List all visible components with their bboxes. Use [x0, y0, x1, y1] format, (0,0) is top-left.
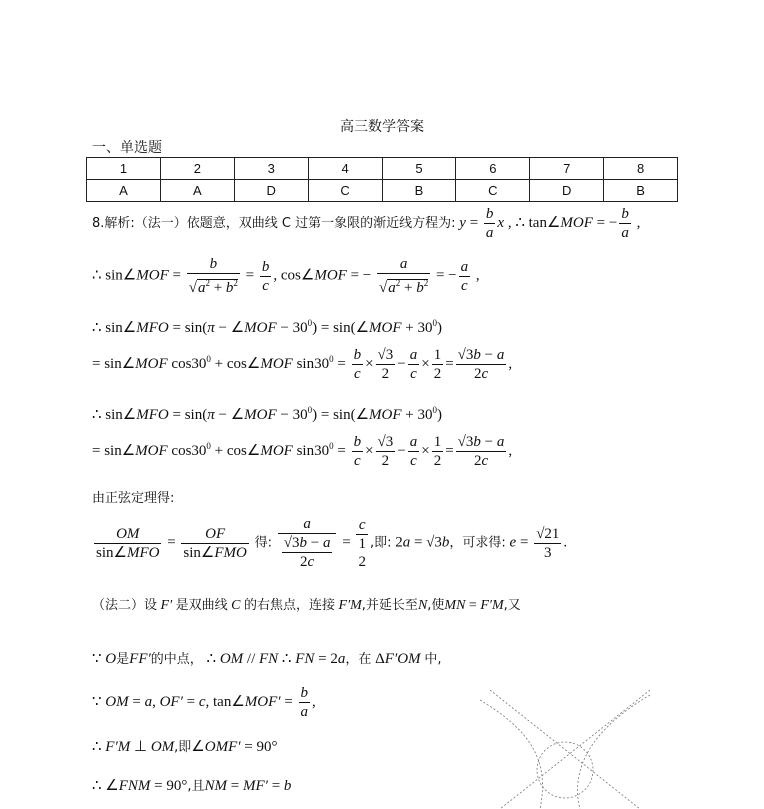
curve-right — [578, 695, 650, 809]
solution-line-7: $\frac{OM}{\text{sin∠MFO}}$ = $\frac{OF}{\text{sin∠FMO}}$ 得: $\frac{a}{\frac{√3b - a}{2c}}$ = c 1 2 ,即: 2a = √3b，可求得: e = $\frac{√21}{3}$ . — [96, 516, 568, 570]
table-cell: 6 — [456, 158, 530, 180]
solution-line-1: 8.解析:（法一）依题意，双曲线 C 过第一象限的渐近线方程为: y = $\frac{b}{a}$ x , ∴ tan∠MOF = − $\frac{b}{a}$ , — [92, 206, 641, 241]
m2f: ,又 — [503, 598, 521, 613]
solution-line-4: = sin∠MOF $\cos 30^0$ + cos∠MOF $\sin 30^0$ = $\frac{b}{c}$ × $\frac{√3}{2}$ − $\frac{a}{c}$ × $\frac{1}{2}$ = $\frac{√3b - a}{2c}$ , — [92, 347, 513, 382]
solution-line-3: ∴ sin∠MFO = sin(π − ∠MOF − $30^0$) = sin(∠MOF + $30^0$) — [92, 318, 442, 336]
hyperbola-sketch — [470, 690, 670, 809]
m2d: ,并延长至 — [361, 598, 418, 613]
table-cell: 3 — [234, 158, 308, 180]
ji2: ,即 — [174, 740, 192, 755]
m2e: ,使 — [427, 598, 445, 613]
table-cell: 8 — [604, 158, 678, 180]
zhong: 中, — [424, 652, 442, 667]
in-tri: ，在 — [345, 652, 372, 667]
solution-intro: 8.解析:（法一）依题意，双曲线 C 过第一象限的渐近线方程为: — [92, 215, 456, 231]
sine-rule-label: 由正弦定理得: — [92, 491, 175, 506]
table-cell: B — [382, 180, 456, 202]
table-cell: C — [308, 180, 382, 202]
m2c: 的右焦点，连接 — [244, 598, 336, 613]
text-de: 得: — [254, 535, 273, 551]
table-cell: C — [456, 180, 530, 202]
solution-line-9: ∵ OM = a, OF′ = c, tan∠MOF′ = $\frac{b}{a}$ , — [92, 685, 316, 720]
table-cell: A — [87, 180, 161, 202]
m2b: 是双曲线 — [175, 598, 228, 613]
mid-a: 是 — [116, 652, 130, 667]
table-cell: 4 — [308, 158, 382, 180]
text-ji: ,即: — [369, 535, 392, 551]
table-cell: D — [234, 180, 308, 202]
table-cell: D — [530, 180, 604, 202]
qie: ,且 — [187, 779, 205, 794]
solution-line-5: ∴ sin∠MFO = sin(π − ∠MOF − $30^0$) = sin(∠MOF + $30^0$) — [92, 405, 442, 423]
table-row-answers — [87, 180, 678, 202]
solution-line-10: ∴ F′M ⊥ OM,即∠OMF′ = 90° — [92, 739, 278, 755]
m2a: （法二）设 — [92, 598, 158, 613]
table-cell: 5 — [382, 158, 456, 180]
table-cell: 2 — [160, 158, 234, 180]
solution-line-2: ∴ sin∠MOF = $\frac{b}{√a^2 + b^2}$ = $\frac{b}{c}$ , cos∠MOF = − $\frac{a}{√a^2 + b^2}$ = − $\frac{a}{c}$ , — [92, 256, 480, 296]
mid-b: 的中点， — [150, 652, 203, 667]
page-title: 高三数学答案 — [340, 119, 424, 135]
table-cell: 1 — [87, 158, 161, 180]
solution-line-6: = sin∠MOF $\cos 30^0$ + cos∠MOF $\sin 30^0$ = $\frac{b}{c}$ × $\frac{√3}{2}$ − $\frac{a}{c}$ × $\frac{1}{2}$ = $\frac{√3b - a}{2c}$ , — [92, 434, 513, 469]
asymptote-2 — [500, 690, 650, 809]
solution-line-11: ∴ ∠FNM = 90°,且NM = MF′ = b — [92, 778, 292, 794]
table-cell: B — [604, 180, 678, 202]
solution-line-8: ∵ O是FF′的中点， ∴ OM // FN ∴ FN = 2a，在 ΔF′OM 中, — [92, 651, 442, 667]
curve-left — [480, 700, 543, 809]
table-cell: 7 — [530, 158, 604, 180]
method-2-line: （法二）设 F′ 是双曲线 C 的右焦点，连接 F′M,并延长至N,使MN = F′M,又 — [92, 598, 521, 613]
text-kqd: ，可求得: — [449, 535, 506, 551]
sketch-circle — [537, 742, 593, 798]
asymptote-1 — [490, 690, 640, 809]
section-heading: 一、单选题 — [92, 140, 162, 156]
table-cell: A — [160, 180, 234, 202]
answer-table — [86, 157, 678, 202]
table-row-numbers — [87, 158, 678, 180]
